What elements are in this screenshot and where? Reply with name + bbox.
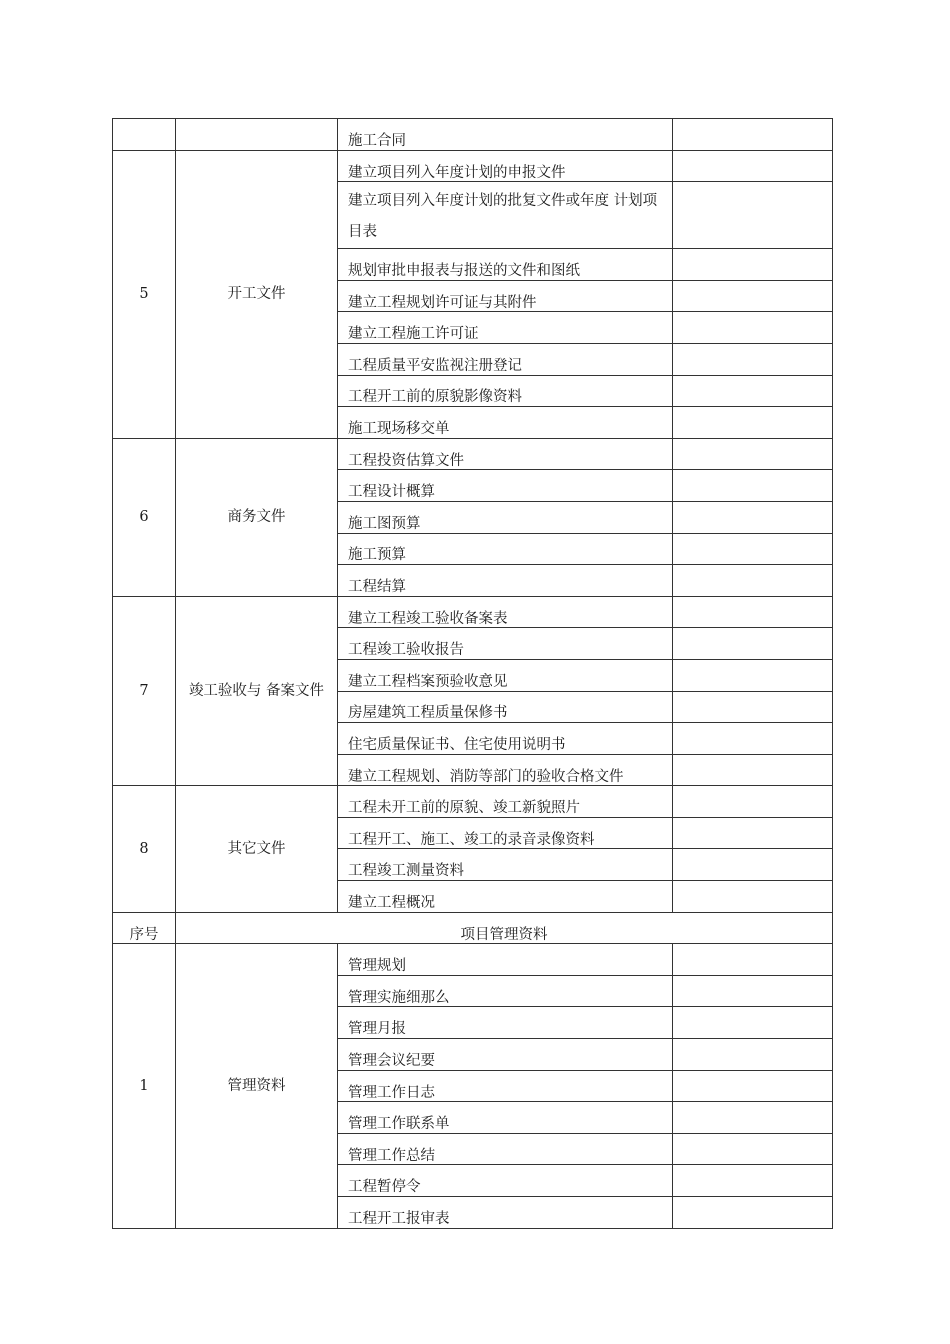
item-cell: 工程开工报审表 [338,1197,673,1229]
item-cell: 施工图预算 [338,501,673,533]
item-cell: 施工现场移交单 [338,407,673,439]
remarks-cell [673,1133,833,1165]
item-cell: 建立项目列入年度计划的批复文件或年度 计划项目表 [338,182,673,249]
remarks-cell [673,249,833,281]
remarks-cell [673,786,833,818]
remarks-cell [673,849,833,881]
item-cell: 管理工作联系单 [338,1102,673,1134]
item-cell: 管理规划 [338,944,673,976]
header-number-label: 序号 [113,912,176,944]
document-table [112,118,833,1229]
remarks-cell [673,438,833,470]
remarks-cell [673,1102,833,1134]
empty-cell [176,119,338,151]
item-cell: 住宅质量保证书、住宅使用说明书 [338,723,673,755]
item-cell: 工程质量平安监视注册登记 [338,343,673,375]
item-cell: 建立工程概况 [338,881,673,913]
item-cell: 工程竣工测量资料 [338,849,673,881]
remarks-cell [673,280,833,312]
item-cell: 管理工作日志 [338,1070,673,1102]
item-cell: 工程暂停令 [338,1165,673,1197]
remarks-cell [673,944,833,976]
item-cell: 管理会议纪要 [338,1039,673,1071]
item-cell: 工程未开工前的原貌、竣工新貌照片 [338,786,673,818]
item-cell: 规划审批申报表与报送的文件和图纸 [338,249,673,281]
section-header-row [113,912,833,944]
group-category: 其它文件 [176,786,338,912]
remarks-cell [673,817,833,849]
remarks-cell [673,691,833,723]
remarks-cell [673,150,833,182]
table-row [113,119,833,151]
table-row [113,944,833,976]
item-cell: 工程结算 [338,565,673,597]
group-number: 5 [113,150,176,438]
empty-cell [113,119,176,151]
item-cell: 施工预算 [338,533,673,565]
group-number: 7 [113,596,176,786]
table-row [113,786,833,818]
table-row [113,150,833,182]
remarks-cell [673,470,833,502]
item-cell: 建立工程档案预验收意见 [338,659,673,691]
group-category: 开工文件 [176,150,338,438]
group-number: 8 [113,786,176,912]
remarks-cell [673,119,833,151]
remarks-cell [673,533,833,565]
remarks-cell [673,182,833,249]
item-cell: 工程设计概算 [338,470,673,502]
remarks-cell [673,1039,833,1071]
remarks-cell [673,754,833,786]
remarks-cell [673,881,833,913]
group-category: 商务文件 [176,438,338,596]
item-cell: 工程投资估算文件 [338,438,673,470]
remarks-cell [673,628,833,660]
item-cell: 工程开工、施工、竣工的录音录像资料 [338,817,673,849]
group-number: 6 [113,438,176,596]
item-cell: 管理实施细那么 [338,975,673,1007]
item-cell: 建立项目列入年度计划的申报文件 [338,150,673,182]
group-number: 1 [113,944,176,1228]
remarks-cell [673,1165,833,1197]
item-cell: 房屋建筑工程质量保修书 [338,691,673,723]
item-cell: 建立工程规划、消防等部门的验收合格文件 [338,754,673,786]
remarks-cell [673,975,833,1007]
group-category: 管理资料 [176,944,338,1228]
item-cell: 工程竣工验收报告 [338,628,673,660]
remarks-cell [673,723,833,755]
remarks-cell [673,312,833,344]
table-row [113,438,833,470]
remarks-cell [673,375,833,407]
item-cell: 建立工程施工许可证 [338,312,673,344]
item-cell: 建立工程规划许可证与其附件 [338,280,673,312]
remarks-cell [673,1007,833,1039]
remarks-cell [673,565,833,597]
remarks-cell [673,596,833,628]
item-cell: 管理月报 [338,1007,673,1039]
item-cell: 施工合同 [338,119,673,151]
remarks-cell [673,501,833,533]
item-cell: 建立工程竣工验收备案表 [338,596,673,628]
section-title: 项目管理资料 [176,912,833,944]
item-cell: 工程开工前的原貌影像资料 [338,375,673,407]
table-body [113,119,833,1229]
remarks-cell [673,1197,833,1229]
remarks-cell [673,659,833,691]
remarks-cell [673,343,833,375]
remarks-cell [673,1070,833,1102]
group-category: 竣工验收与 备案文件 [176,596,338,786]
table-row [113,596,833,628]
remarks-cell [673,407,833,439]
item-cell: 管理工作总结 [338,1133,673,1165]
